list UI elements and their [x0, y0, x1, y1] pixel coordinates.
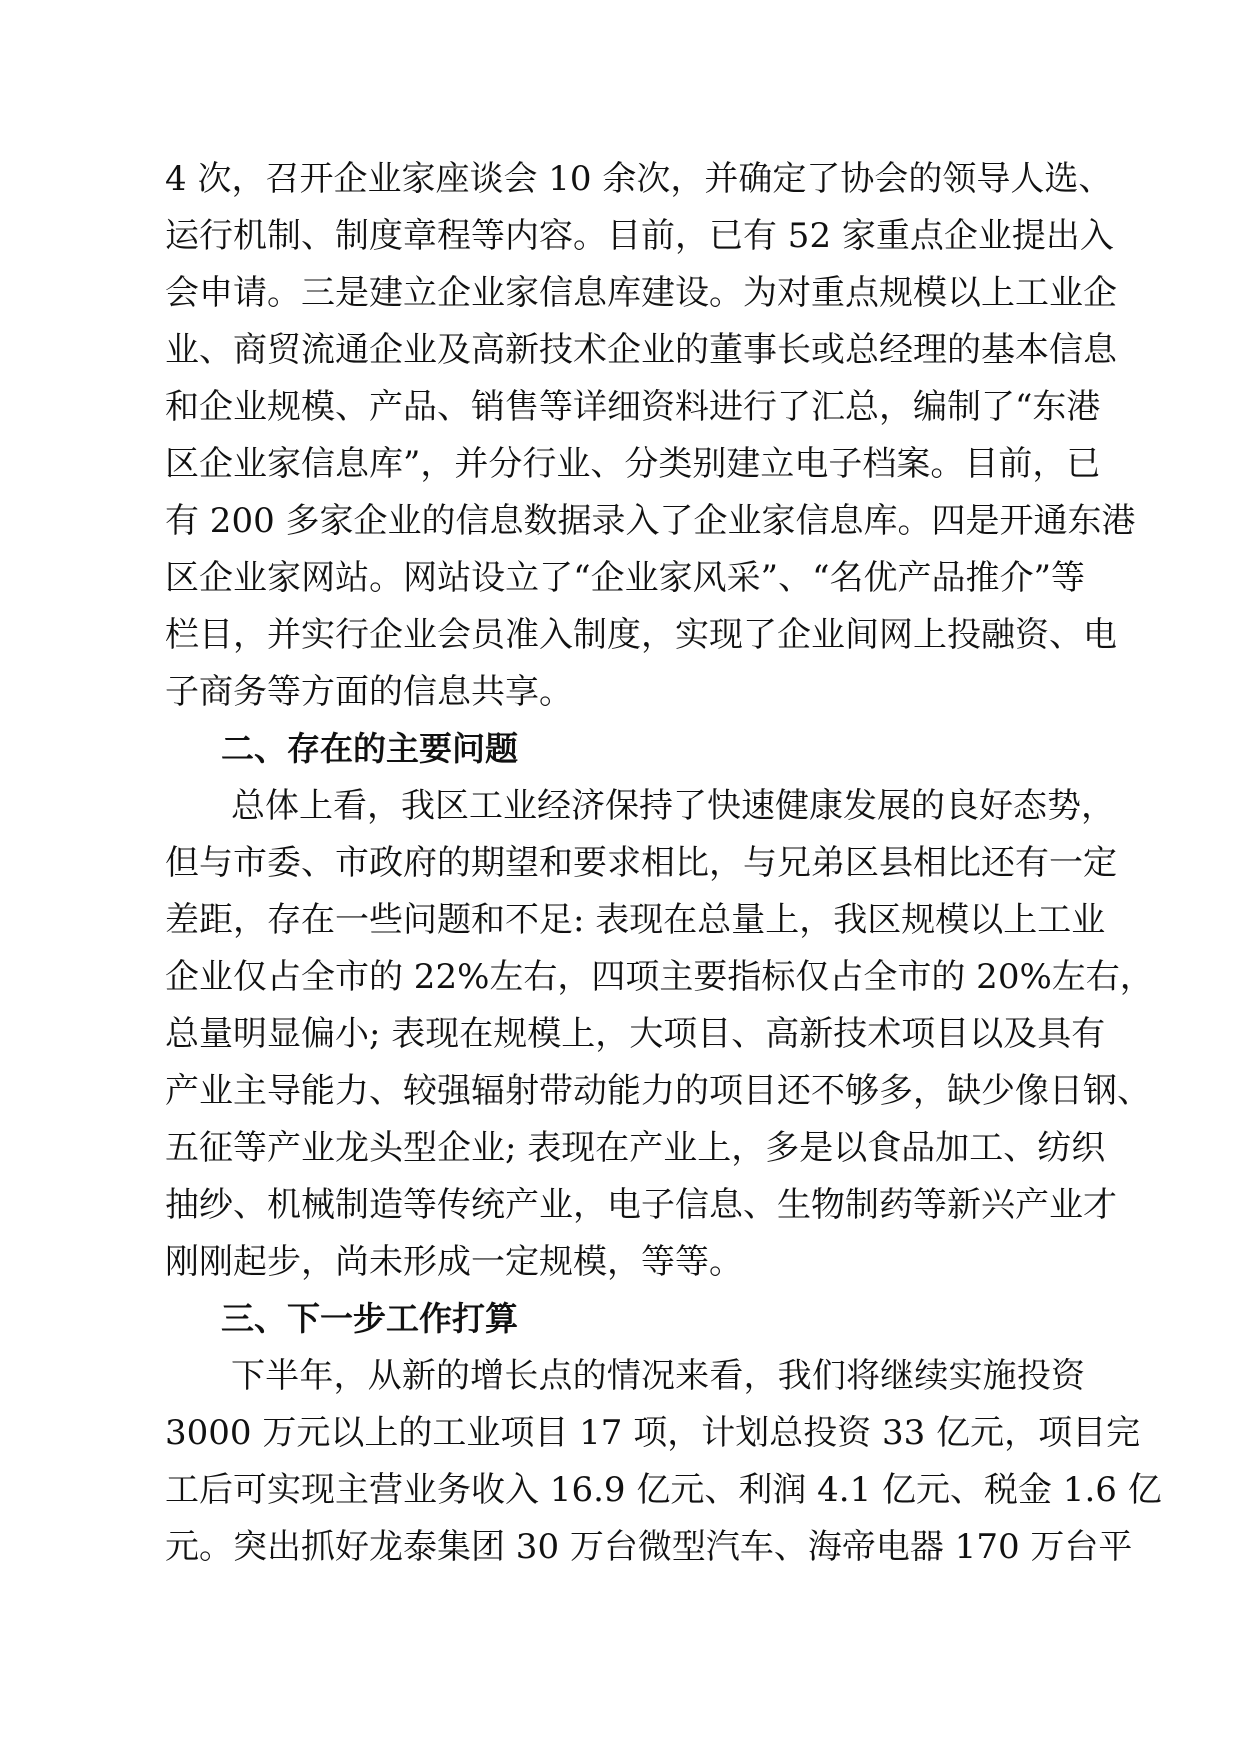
text-line: 工后可实现主营业务收入 16.9 亿元、利润 4.1 亿元、税金 1.6 亿	[165, 1470, 1162, 1510]
text-line: 栏目，并实行企业会员准入制度，实现了企业间网上投融资、电	[165, 615, 1117, 655]
text-line: 总量明显偏小; 表现在规模上，大项目、高新技术项目以及具有	[165, 1014, 1106, 1054]
text-line: 但与市委、市政府的期望和要求相比，与兄弟区县相比还有一定	[165, 843, 1117, 883]
text-line: 企业仅占全市的 22%左右，四项主要指标仅占全市的 20%左右，	[165, 957, 1154, 997]
text-line: 运行机制、制度章程等内容。目前，已有 52 家重点企业提出入	[165, 216, 1114, 256]
text-line: 差距，存在一些问题和不足: 表现在总量上，我区规模以上工业	[165, 900, 1106, 940]
text-line: 和企业规模、产品、销售等详细资料进行了汇总，编制了“东港	[165, 387, 1101, 427]
text-line: 会申请。三是建立企业家信息库建设。为对重点规模以上工业企	[165, 273, 1117, 313]
text-line: 区企业家信息库”，并分行业、分类别建立电子档案。目前，已	[165, 444, 1101, 484]
text-line: 业、商贸流通企业及高新技术企业的董事长或总经理的基本信息	[165, 330, 1117, 370]
text-line: 区企业家网站。网站设立了“企业家风采”、“名优产品推介”等	[165, 558, 1085, 598]
text-line: 产业主导能力、较强辐射带动能力的项目还不够多，缺少像日钢、	[165, 1071, 1151, 1111]
text-line: 4 次，召开企业家座谈会 10 余次，并确定了协会的领导人选、	[165, 159, 1113, 199]
text-line: 下半年，从新的增长点的情况来看，我们将继续实施投资	[231, 1356, 1085, 1396]
text-line: 子商务等方面的信息共享。	[165, 672, 573, 712]
text-line: 五征等产业龙头型企业; 表现在产业上，多是以食品加工、纺织	[165, 1128, 1106, 1168]
text-line: 刚刚起步，尚未形成一定规模，等等。	[165, 1242, 743, 1282]
section-heading: 三、下一步工作打算	[221, 1299, 518, 1338]
section-heading: 二、存在的主要问题	[221, 729, 518, 768]
text-line: 抽纱、机械制造等传统产业，电子信息、生物制药等新兴产业才	[165, 1185, 1117, 1225]
text-line: 总体上看，我区工业经济保持了快速健康发展的良好态势，	[231, 786, 1115, 826]
text-line: 3000 万元以上的工业项目 17 项，计划总投资 33 亿元，项目完	[165, 1413, 1141, 1453]
text-line: 有 200 多家企业的信息数据录入了企业家信息库。四是开通东港	[165, 501, 1136, 541]
text-line: 元。突出抓好龙泰集团 30 万台微型汽车、海帝电器 170 万台平	[165, 1527, 1133, 1567]
